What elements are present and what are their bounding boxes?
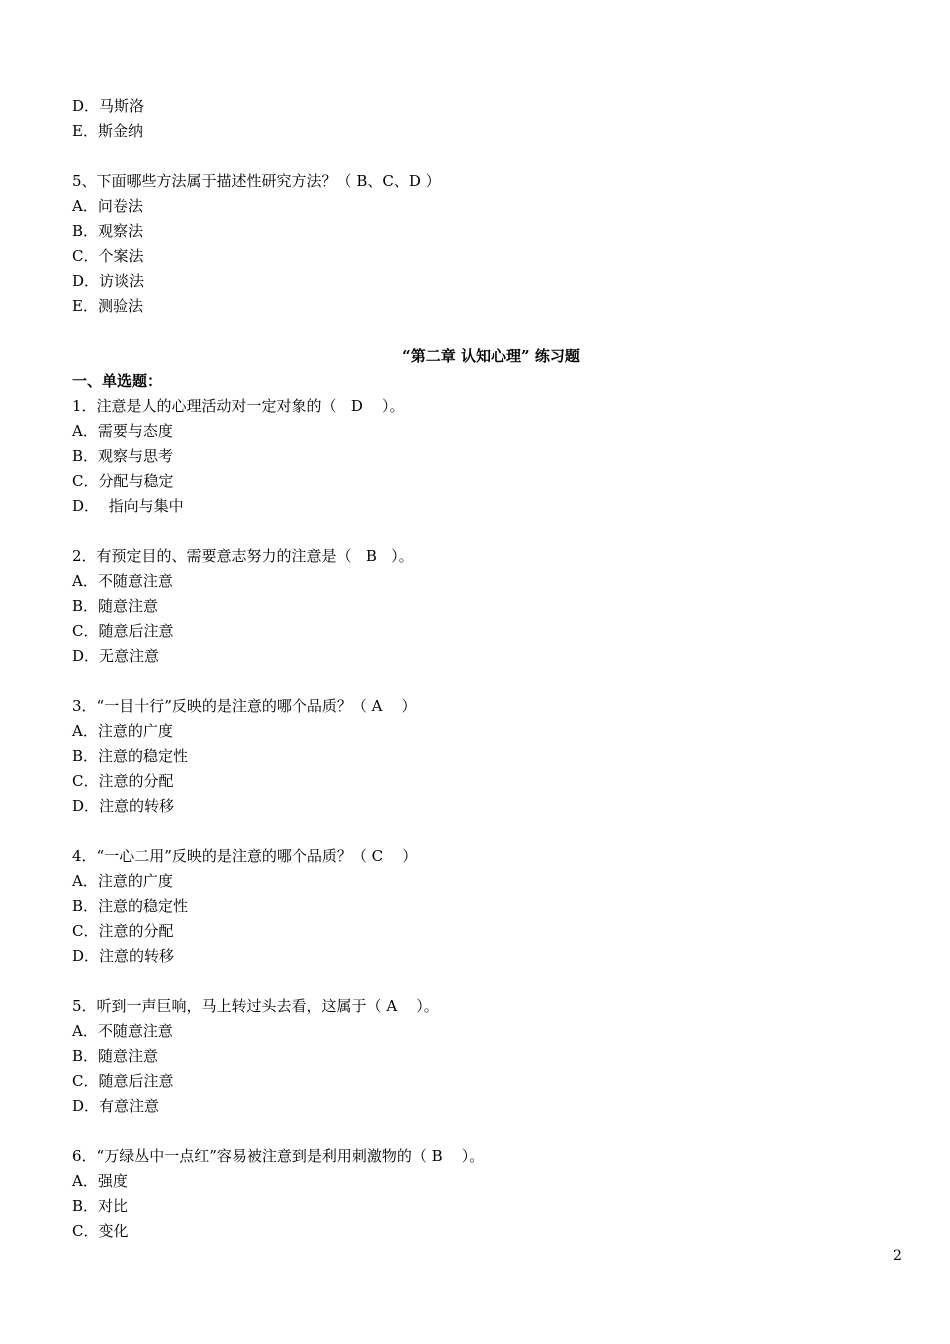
option-line: D．注意的转移	[72, 947, 175, 965]
question-block	[72, 994, 892, 1119]
option-line: E．斯金纳	[72, 122, 143, 140]
option-line: A．注意的广度	[72, 722, 173, 740]
question-block	[72, 544, 892, 669]
option-line: D．注意的转移	[72, 797, 175, 815]
option-line: C．随意后注意	[72, 1072, 174, 1090]
option-line: D．有意注意	[72, 1097, 160, 1115]
option-line: A．需要与态度	[72, 422, 173, 440]
option-line: D．访谈法	[72, 272, 145, 290]
option-line: B．注意的稳定性	[72, 747, 189, 765]
option-line: C．注意的分配	[72, 772, 174, 790]
option-line: B．随意注意	[72, 597, 159, 615]
option-line: B．观察法	[72, 222, 144, 240]
question-stem: 6．“万绿丛中一点红”容易被注意到是利用刺激物的（ B ）。	[72, 1147, 485, 1165]
question-block	[72, 394, 892, 519]
question-block	[72, 1144, 892, 1244]
question-stem: 3．“一目十行”反映的是注意的哪个品质？（ A ）	[72, 697, 417, 715]
option-line: B．随意注意	[72, 1047, 159, 1065]
option-line: C．注意的分配	[72, 922, 174, 940]
option-line: C．变化	[72, 1222, 129, 1240]
question-stem: 5．听到一声巨响，马上转过头去看，这属于（ A ）。	[72, 997, 439, 1015]
option-line: D．马斯洛	[72, 97, 145, 115]
option-line: A．注意的广度	[72, 872, 173, 890]
question-stem: 4．“一心二用”反映的是注意的哪个品质？（ C ）	[72, 847, 418, 865]
option-line: A．不随意注意	[72, 572, 173, 590]
option-line: B．对比	[72, 1197, 129, 1215]
option-line: C．随意后注意	[72, 622, 174, 640]
question-stem: 5、下面哪些方法属于描述性研究方法？（ B、C、D ）	[72, 172, 441, 190]
option-line: C．个案法	[72, 247, 144, 265]
page-number: 2	[893, 1248, 902, 1264]
chapter-title: “第二章 认知心理” 练习题	[402, 347, 580, 365]
option-line: A．强度	[72, 1172, 128, 1190]
option-line: A．不随意注意	[72, 1022, 173, 1040]
question-stem: 1．注意是人的心理活动对一定对象的（ D ）。	[72, 397, 405, 415]
option-line: D．无意注意	[72, 647, 160, 665]
question-block	[72, 694, 892, 819]
document-page	[72, 94, 892, 1244]
question-block	[72, 169, 892, 319]
option-line: B．注意的稳定性	[72, 897, 189, 915]
question-block	[72, 844, 892, 969]
section-heading: 一、单选题：	[72, 372, 163, 390]
question-stem: 2．有预定目的、需要意志努力的注意是（ B ）。	[72, 547, 414, 565]
prev-question-options	[72, 94, 892, 144]
option-line: C．分配与稳定	[72, 472, 174, 490]
option-line: E．测验法	[72, 297, 143, 315]
option-line: B．观察与思考	[72, 447, 174, 465]
option-line: D． 指向与集中	[72, 497, 184, 515]
option-line: A．问卷法	[72, 197, 143, 215]
